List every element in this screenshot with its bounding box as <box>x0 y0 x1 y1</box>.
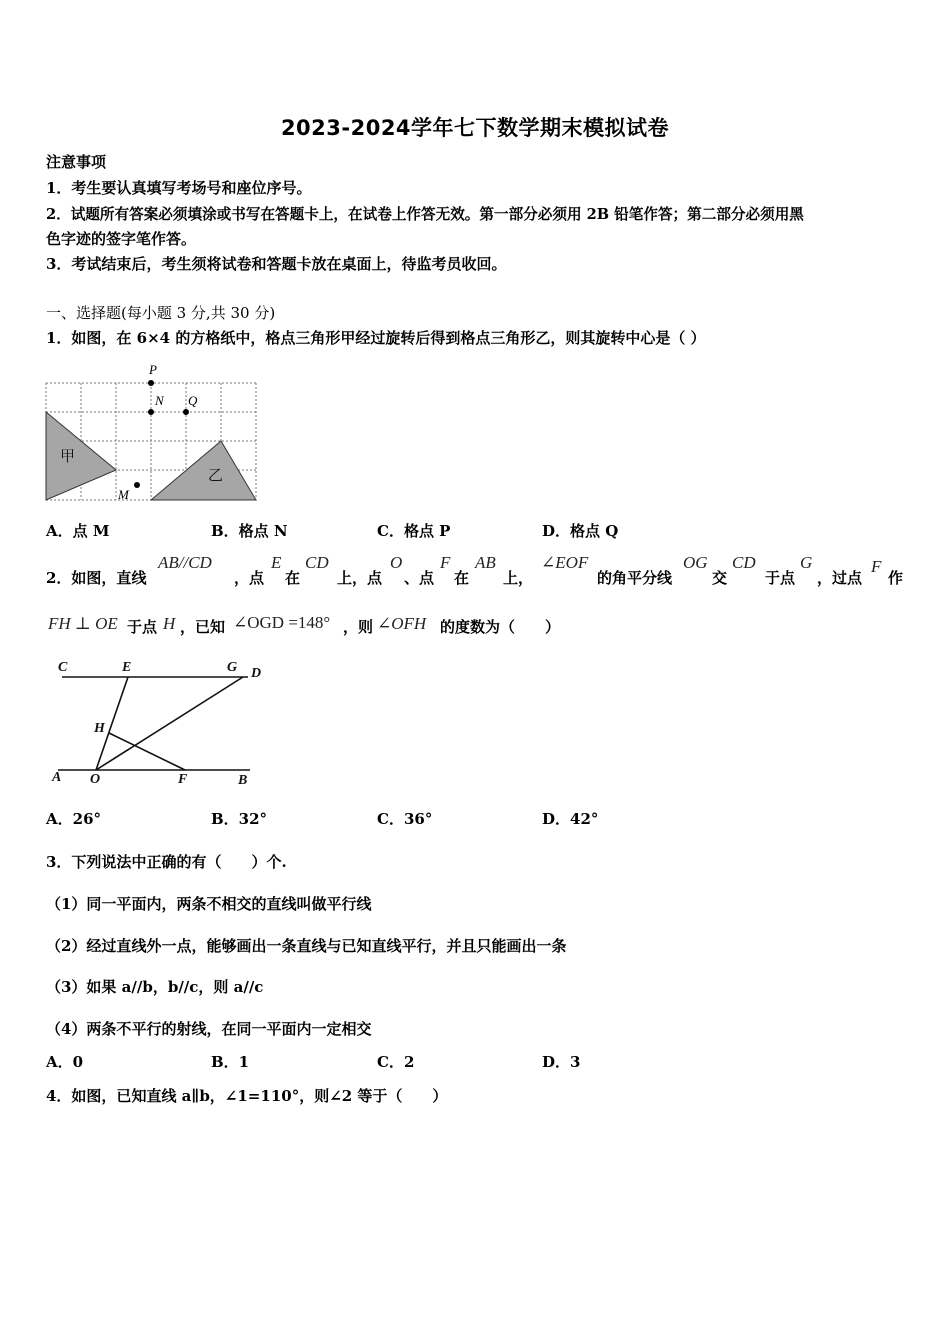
notice-heading: 注意事项 <box>46 153 107 171</box>
q2-math-cd: CD <box>305 553 329 572</box>
label-e: E <box>122 660 132 675</box>
q3-statement-1: （1）同一平面内，两条不相交的直线叫做平行线 <box>46 895 372 913</box>
q3-option-c[interactable]: C．2 <box>377 1053 415 1071</box>
page-title: 2023-2024学年七下数学期末模拟试卷 <box>280 116 670 140</box>
q2-text-6: 在 <box>454 569 470 587</box>
q2-math-angle-ogd: ∠OGD =148° <box>233 613 331 632</box>
q3-option-b[interactable]: B．1 <box>211 1053 250 1071</box>
q2-text-1: 2．如图，直线 <box>46 569 147 587</box>
q2-text-8: 的角平分线 <box>597 569 673 587</box>
triangle-jia <box>46 412 116 500</box>
q3-option-a[interactable]: A．0 <box>46 1053 84 1071</box>
q1-option-a[interactable]: A．点 M <box>46 522 110 540</box>
label-jia: 甲 <box>60 449 76 465</box>
q1-option-c[interactable]: C．格点 P <box>377 522 451 540</box>
notice-item-3: 3．考试结束后，考生须将试卷和答题卡放在桌面上，待监考员收回。 <box>46 255 507 273</box>
q2-text-7: 上， <box>503 569 534 587</box>
q2-math-f: F <box>440 553 451 572</box>
point-n <box>148 409 154 415</box>
label-m: M <box>118 487 129 502</box>
q2-text-4: 上，点 <box>337 569 383 587</box>
notice-item-1: 1．考生要认真填写考场号和座位序号。 <box>46 179 312 197</box>
label-yi: 乙 <box>208 468 224 484</box>
q1-option-d[interactable]: D．格点 Q <box>542 522 619 540</box>
label-d: D <box>251 666 262 681</box>
q3-option-d[interactable]: D．3 <box>542 1053 581 1071</box>
label-b: B <box>238 773 248 788</box>
q2-option-c[interactable]: C．36° <box>377 810 433 828</box>
question-2-figure <box>40 650 280 795</box>
label-p: P <box>149 362 157 377</box>
question-1-figure <box>38 358 268 508</box>
label-h: H <box>94 721 105 736</box>
notice-item-2-cont: 色字迹的签字笔作答。 <box>46 230 197 248</box>
label-f: F <box>178 772 188 787</box>
point-p <box>148 380 154 386</box>
label-g: G <box>227 660 238 675</box>
q2-math-ab-cd: AB//CD <box>158 553 212 572</box>
question-1-stem: 1．如图，在 6×4 的方格纸中，格点三角形甲经过旋转后得到格点三角形乙，则其旋转中心是（ ） <box>46 329 706 347</box>
q2-math-cd-2: CD <box>732 553 756 572</box>
label-c: C <box>58 660 68 675</box>
q2-math-ab: AB <box>475 553 496 572</box>
q3-statement-4: （4）两条不平行的射线，在同一平面内一定相交 <box>46 1020 372 1038</box>
section-heading: 一、选择题(每小题 3 分,共 30 分) <box>46 304 276 322</box>
label-q: Q <box>188 393 198 408</box>
q2-line2-text-1: 于点 <box>127 618 158 636</box>
question-4-stem: 4．如图，已知直线 a∥b，∠1=110°，则∠2 等于（ ） <box>46 1087 448 1105</box>
q2-text-3: 在 <box>285 569 301 587</box>
q2-line2-text-2: ，已知 <box>180 618 226 636</box>
q2-option-b[interactable]: B．32° <box>211 810 268 828</box>
q2-text-9: 交 <box>712 569 728 587</box>
q2-math-g: G <box>800 553 813 572</box>
q2-math-fh-perp-oe: FH ⊥ OE <box>48 614 118 633</box>
q2-math-f-2: F <box>871 557 882 576</box>
q1-option-b[interactable]: B．格点 N <box>211 522 288 540</box>
notice-item-2: 2．试题所有答案必须填涂或书写在答题卡上，在试卷上作答无效。第一部分必须用 2B 铅笔作答；第二部分必须用黑 <box>46 206 804 223</box>
q2-text-11: ，过点 <box>817 569 863 587</box>
q2-math-h: H <box>163 614 176 633</box>
q2-text-12: 作 <box>888 569 904 587</box>
q2-text-5: 、点 <box>404 569 435 587</box>
q2-math-angle-eof: ∠EOF <box>541 553 589 572</box>
point-m <box>134 482 140 488</box>
q3-statement-3: （3）如果 a//b，b//c，则 a//c <box>46 978 264 996</box>
label-o: O <box>90 772 101 787</box>
q2-option-d[interactable]: D．42° <box>542 810 599 828</box>
q2-line2-text-4: 的度数为（ ） <box>440 618 561 636</box>
q3-statement-2: （2）经过直线外一点，能够画出一条直线与已知直线平行，并且只能画出一条 <box>46 937 567 955</box>
label-n: N <box>155 393 164 408</box>
q2-text-2: ，点 <box>234 569 265 587</box>
question-3-stem: 3．下列说法中正确的有（ ）个. <box>46 853 287 871</box>
point-q <box>183 409 189 415</box>
label-a: A <box>52 770 62 785</box>
segment-og <box>96 677 243 770</box>
q2-math-angle-ofh: ∠OFH <box>377 614 427 633</box>
q2-math-e: E <box>271 553 282 572</box>
q2-option-a[interactable]: A．26° <box>46 810 102 828</box>
q2-line2-text-3: ，则 <box>343 618 374 636</box>
q2-math-o: O <box>390 553 403 572</box>
q2-text-10: 于点 <box>765 569 796 587</box>
q2-math-og: OG <box>683 553 708 572</box>
